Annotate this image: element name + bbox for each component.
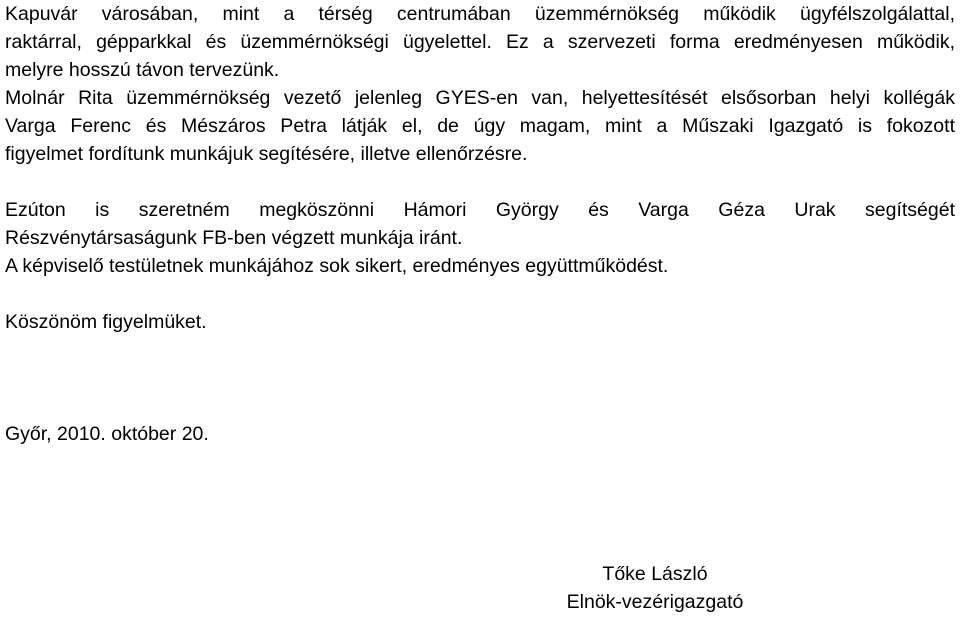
signature-name: Tőke László (602, 563, 708, 585)
paragraph-3-line-1: Ezúton is szeretném megköszönni Hámori György és Varga Géza Urak segítségét (5, 199, 955, 221)
signature-title: Elnök-vezérigazgató (566, 591, 744, 613)
paragraph-3-line-2: Részvénytársaságunk FB-ben végzett munkája iránt. (5, 227, 463, 249)
paragraph-1-line-1: Kapuvár városában, mint a térség centrumában üzemmérnökség működik ügyfélszolgálattal, (5, 3, 955, 25)
paragraph-2-line-3: figyelmet fordítunk munkájuk segítésére, illetve ellenőrzésre. (5, 143, 528, 165)
paragraph-2-line-2: Varga Ferenc és Mészáros Petra látják el, de úgy magam, mint a Műszaki Igazgató is fokozott (5, 115, 955, 137)
signature-block (560, 560, 750, 616)
paragraph-2-line-1: Molnár Rita üzemmérnökség vezető jelenleg GYES-en van, helyettesítését elsősorban helyi kollégák (5, 87, 955, 109)
place-date: Győr, 2010. október 20. (5, 423, 209, 445)
paragraph-1-line-3: melyre hosszú távon tervezünk. (5, 59, 280, 81)
paragraph-1-line-2: raktárral, gépparkkal és üzemmérnökségi ügyelettel. Ez a szervezeti forma eredményesen működik, (5, 31, 955, 53)
paragraph-4-line-1: A képviselő testületnek munkájához sok sikert, eredményes együttműködést. (5, 255, 669, 277)
closing-text: Köszönöm figyelmüket. (5, 311, 207, 333)
